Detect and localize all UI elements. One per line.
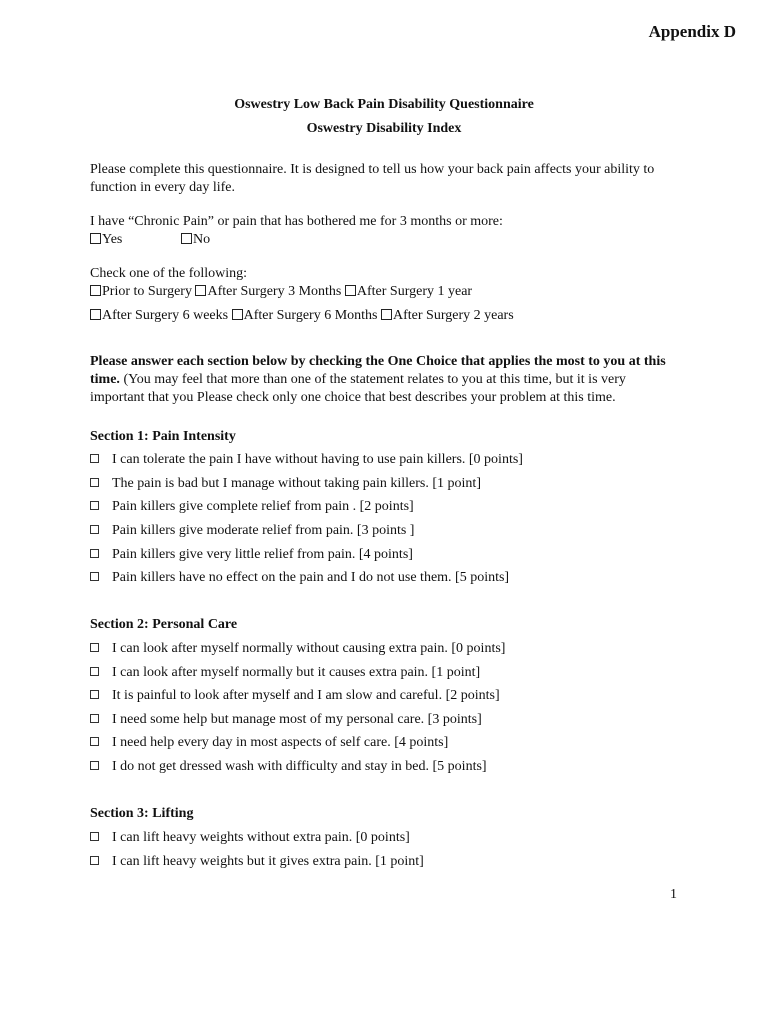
list-item[interactable] xyxy=(90,735,448,751)
checkbox-icon[interactable] xyxy=(90,525,99,534)
instructions-paragraph xyxy=(90,353,680,407)
list-item[interactable] xyxy=(90,499,414,515)
checkbox-icon[interactable] xyxy=(232,309,243,320)
section-3-title: Section 3: Lifting xyxy=(90,806,194,821)
list-item[interactable] xyxy=(90,688,500,704)
section-2-title: Section 2: Personal Care xyxy=(90,617,238,632)
instructions-normal: (You may feel that more than one of the statement relates to you at this time, but it is very important that you Please check only one choice that best describes your problem at this time. xyxy=(90,372,626,405)
list-item[interactable] xyxy=(90,476,481,492)
item-label: I can lift heavy weights but it gives extra pain. [1 point] xyxy=(112,854,424,869)
item-label: I can look after myself normally without causing extra pain. [0 points] xyxy=(112,641,506,656)
option-label: Prior to Surgery xyxy=(102,284,192,299)
checkbox-icon[interactable] xyxy=(90,737,99,746)
checkbox-icon[interactable] xyxy=(90,714,99,723)
checkbox-icon[interactable] xyxy=(90,233,101,244)
checkbox-icon[interactable] xyxy=(195,285,206,296)
item-label: The pain is bad but I manage without taking pain killers. [1 point] xyxy=(112,476,481,491)
instructions-bold: Please answer each section below by checking the One Choice that applies the most to you at this time. xyxy=(90,354,666,387)
surgery-option[interactable] xyxy=(90,284,192,299)
list-item[interactable] xyxy=(90,452,523,468)
option-label: After Surgery 6 Months xyxy=(243,308,378,323)
item-label: Pain killers give moderate relief from pain. [3 points ] xyxy=(112,523,415,538)
surgery-option[interactable] xyxy=(232,308,378,323)
checkbox-icon[interactable] xyxy=(345,285,356,296)
chronic-option-yes[interactable] xyxy=(90,231,122,249)
option-label: Yes xyxy=(102,232,123,247)
surgery-row-2 xyxy=(90,307,514,325)
option-label: After Surgery 2 years xyxy=(393,308,514,323)
item-label: Pain killers have no effect on the pain and I do not use them. [5 points] xyxy=(112,570,510,585)
list-item[interactable] xyxy=(90,712,482,728)
list-item[interactable] xyxy=(90,523,414,539)
intro-paragraph: Please complete this questionnaire. It is designed to tell us how your back pain affects your ability to function in every day life. xyxy=(90,162,655,195)
item-label: I can lift heavy weights without extra pain. [0 points] xyxy=(112,830,410,845)
section-1-title: Section 1: Pain Intensity xyxy=(90,429,236,444)
checkbox-icon[interactable] xyxy=(181,233,192,244)
checkbox-icon[interactable] xyxy=(90,643,99,652)
option-label: After Surgery 3 Months xyxy=(207,284,342,299)
list-item[interactable] xyxy=(90,570,509,586)
document-title: Oswestry Low Back Pain Disability Questionnaire xyxy=(234,97,534,112)
option-label: After Surgery 6 weeks xyxy=(102,308,229,323)
checkbox-icon[interactable] xyxy=(90,690,99,699)
chronic-pain-question: I have “Chronic Pain” or pain that has bothered me for 3 months or more: xyxy=(90,214,503,229)
item-label: Pain killers give complete relief from pain . [2 points] xyxy=(112,499,414,514)
surgery-option[interactable] xyxy=(90,308,228,323)
item-label: I can tolerate the pain I have without having to use pain killers. [0 points] xyxy=(112,452,523,467)
item-label: It is painful to look after myself and I am slow and careful. [2 points] xyxy=(112,688,500,703)
checkbox-icon[interactable] xyxy=(90,454,99,463)
checkbox-icon[interactable] xyxy=(90,309,101,320)
option-label: No xyxy=(193,232,211,247)
list-item[interactable] xyxy=(90,547,413,563)
item-label: I need help every day in most aspects of self care. [4 points] xyxy=(112,735,449,750)
document-subtitle: Oswestry Disability Index xyxy=(306,121,462,136)
option-label: After Surgery 1 year xyxy=(356,284,473,299)
page-number: 1 xyxy=(670,887,677,902)
item-label: I do not get dressed wash with difficulty and stay in bed. [5 points] xyxy=(112,759,487,774)
list-item[interactable] xyxy=(90,665,480,681)
item-label: Pain killers give very little relief from pain. [4 points] xyxy=(112,547,413,562)
item-label: I need some help but manage most of my personal care. [3 points] xyxy=(112,712,482,727)
checkbox-icon[interactable] xyxy=(90,549,99,558)
surgery-row-1 xyxy=(90,283,472,301)
checkbox-icon[interactable] xyxy=(381,309,392,320)
appendix-label: Appendix D xyxy=(648,22,736,41)
checkbox-icon[interactable] xyxy=(90,501,99,510)
list-item[interactable] xyxy=(90,759,487,775)
checkbox-icon[interactable] xyxy=(90,572,99,581)
list-item[interactable] xyxy=(90,641,505,657)
checkbox-icon[interactable] xyxy=(90,832,99,841)
surgery-option[interactable] xyxy=(195,284,341,299)
list-item[interactable] xyxy=(90,854,424,870)
surgery-prompt: Check one of the following: xyxy=(90,266,248,281)
list-item[interactable] xyxy=(90,830,410,846)
surgery-option[interactable] xyxy=(381,308,514,323)
chronic-option-no[interactable] xyxy=(181,231,210,249)
checkbox-icon[interactable] xyxy=(90,856,99,865)
checkbox-icon[interactable] xyxy=(90,285,101,296)
item-label: I can look after myself normally but it causes extra pain. [1 point] xyxy=(112,665,481,680)
checkbox-icon[interactable] xyxy=(90,478,99,487)
surgery-option[interactable] xyxy=(345,284,472,299)
checkbox-icon[interactable] xyxy=(90,667,99,676)
checkbox-icon[interactable] xyxy=(90,761,99,770)
